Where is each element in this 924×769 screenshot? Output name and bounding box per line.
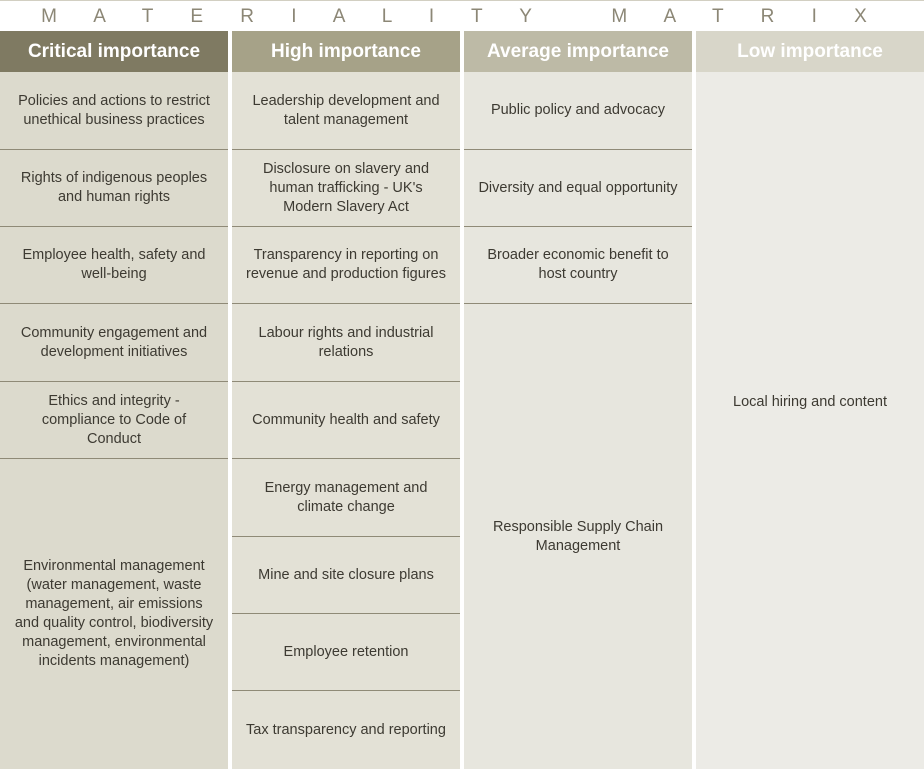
matrix-cell: Responsible Supply Chain Management (492, 518, 664, 554)
column-body-low (696, 72, 924, 769)
column-body-critical (0, 72, 228, 769)
matrix-cell: Employee health, safety and well-being (0, 227, 228, 304)
column-header-average: Average importance (464, 31, 692, 72)
matrix-cell: Community health and safety (232, 382, 460, 459)
matrix-cell: Energy management and climate change (232, 459, 460, 537)
column-average (464, 31, 692, 769)
matrix-cell: Broader economic benefit to host country (464, 227, 692, 304)
matrix-cell: Local hiring and content (733, 393, 887, 410)
column-high (232, 31, 460, 769)
top-rule (0, 0, 924, 1)
column-header-critical: Critical importance (0, 31, 228, 72)
matrix-cell: Leadership development and talent management (232, 72, 460, 150)
column-header-low: Low importance (696, 31, 924, 72)
column-header-high: High importance (232, 31, 460, 72)
matrix-cell: Community engagement and development initiatives (0, 304, 228, 382)
matrix-cell: Mine and site closure plans (232, 537, 460, 614)
matrix-cell: Tax transparency and reporting (246, 721, 446, 738)
column-critical (0, 31, 228, 769)
matrix-cell: Transparency in reporting on revenue and production figures (232, 227, 460, 304)
matrix-cell: Policies and actions to restrict unethical business practices (0, 72, 228, 150)
matrix-cell: Ethics and integrity - compliance to Code of Conduct (0, 382, 228, 459)
matrix-cell: Environmental management (water management, waste management, air emissions and quality control, biodiversity management, environmental incidents management) (14, 558, 214, 669)
matrix-cell: Employee retention (232, 614, 460, 691)
matrix-cell: Public policy and advocacy (464, 72, 692, 150)
matrix-cell: Labour rights and industrial relations (232, 304, 460, 382)
matrix-cell: Disclosure on slavery and human trafficking - UK's Modern Slavery Act (232, 150, 460, 227)
column-body-average (464, 72, 692, 769)
matrix-cell: Diversity and equal opportunity (464, 150, 692, 227)
matrix-cell: Rights of indigenous peoples and human rights (0, 150, 228, 227)
column-body-high (232, 72, 460, 769)
column-low (696, 31, 924, 769)
page-title: M A T E R I A L I T Y M A T R I X (41, 6, 883, 27)
